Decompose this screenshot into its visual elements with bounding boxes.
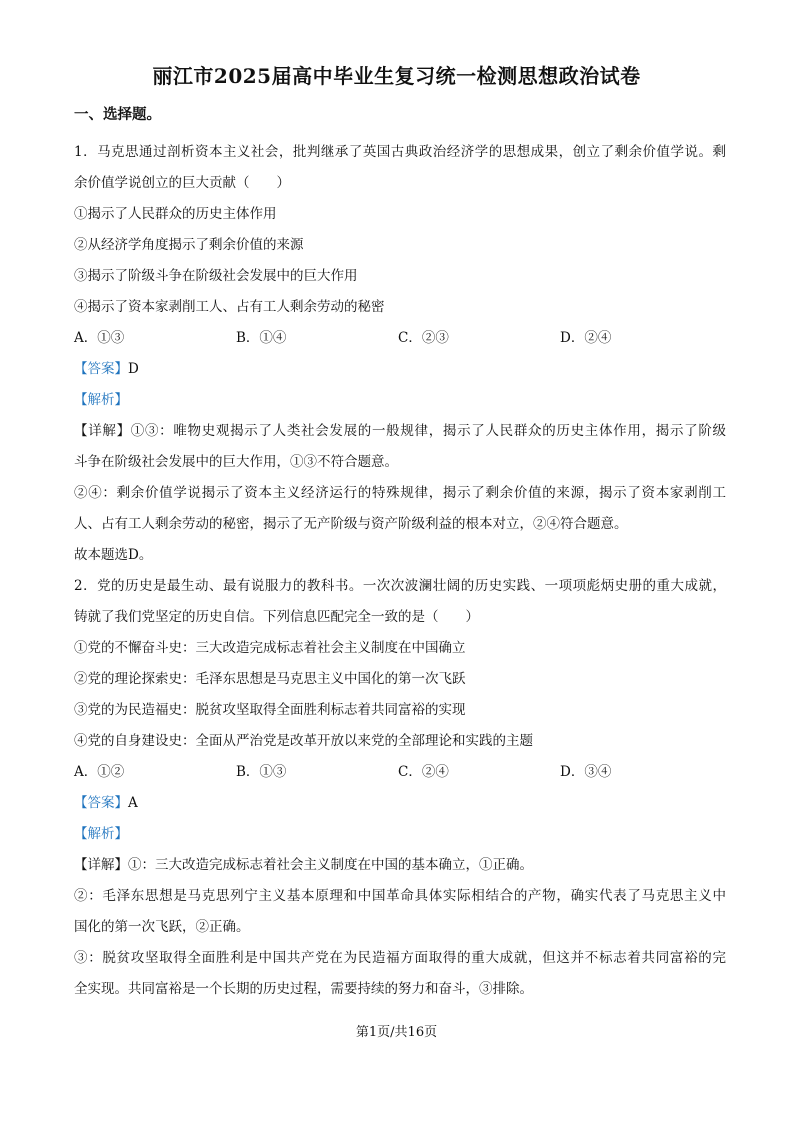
q2-option-d: D．③④ bbox=[560, 764, 612, 780]
q1-option-a: A．①③ bbox=[74, 330, 125, 346]
q1-answer bbox=[74, 354, 726, 385]
q2-detail-line1 bbox=[74, 850, 726, 881]
q1-detail-line4: 人、占有工人剩余劳动的秘密，揭示了无产阶级与资产阶级利益的根本对立，②④符合题意。 bbox=[74, 516, 628, 532]
q1-analysis-tag: 【解析】 bbox=[74, 392, 128, 408]
q1-detail-line3: ②④：剩余价值学说揭示了资本主义经济运行的特殊规律，揭示了剩余价值的来源，揭示了资本家剥削工 bbox=[74, 485, 726, 501]
q1-answer-value: D bbox=[128, 361, 139, 377]
q1-item-1: ①揭示了人民群众的历史主体作用 bbox=[74, 206, 277, 222]
q2-option-a: A．①② bbox=[74, 764, 125, 780]
q1-option-d: D．②④ bbox=[560, 330, 612, 346]
q1-option-c: C．②③ bbox=[398, 330, 449, 346]
q2-analysis-tag: 【解析】 bbox=[74, 826, 128, 842]
q2-detail-line2: ②：毛泽东思想是马克思列宁主义基本原理和中国革命具体实际相结合的产物，确实代表了马克思主义中 bbox=[74, 888, 726, 904]
q2-option-c: C．②④ bbox=[398, 764, 449, 780]
q2-options bbox=[74, 757, 726, 788]
q2-item-3: ③党的为民造福史：脱贫攻坚取得全面胜利标志着共同富裕的实现 bbox=[74, 702, 466, 718]
q2-answer-value: A bbox=[128, 795, 138, 811]
page-footer: 第1页/共16页 bbox=[355, 1025, 438, 1040]
q2-item-4: ④党的自身建设史：全面从严治党是改革开放以来党的全部理论和实践的主题 bbox=[74, 733, 533, 749]
q2-item-1: ①党的不懈奋斗史：三大改造完成标志着社会主义制度在中国确立 bbox=[74, 640, 466, 656]
q2-detail-text1: ①：三大改造完成标志着社会主义制度在中国的基本确立，①正确。 bbox=[128, 857, 533, 873]
q1-conclusion: 故本题选D。 bbox=[74, 547, 153, 563]
q2-analysis bbox=[74, 819, 726, 850]
q1-detail-text1: ①③：唯物史观揭示了人类社会发展的一般规律，揭示了人民群众的历史主体作用，揭示了阶级 bbox=[130, 423, 726, 439]
q1-options bbox=[74, 323, 726, 354]
q2-detail-line5: 全实现。共同富裕是一个长期的历史过程，需要持续的努力和奋斗，③排除。 bbox=[74, 981, 533, 997]
q1-item-2: ②从经济学角度揭示了剩余价值的来源 bbox=[74, 237, 304, 253]
q1-detail-tag: 【详解】 bbox=[74, 423, 131, 439]
q2-detail-line4: ③：脱贫攻坚取得全面胜利是中国共产党在为民造福方面取得的重大成就，但这并不标志着共同富裕的完 bbox=[74, 950, 726, 966]
q2-answer-tag: 【答案】 bbox=[74, 795, 128, 811]
q1-stem-line1: 1．马克思通过剖析资本主义社会，批判继承了英国古典政治经济学的思想成果，创立了剩余价值学说。剩 bbox=[74, 144, 726, 160]
q1-item-3: ③揭示了阶级斗争在阶级社会发展中的巨大作用 bbox=[74, 268, 358, 284]
q2-detail-tag: 【详解】 bbox=[74, 857, 128, 873]
q1-detail-line2: 斗争在阶级社会发展中的巨大作用，①③不符合题意。 bbox=[74, 454, 398, 470]
q2-detail-line3: 国化的第一次飞跃，②正确。 bbox=[74, 919, 250, 935]
exam-title: 丽江市2025届高中毕业生复习统一检测思想政治试卷 bbox=[152, 64, 641, 88]
q1-stem-line2: 余价值学说创立的巨大贡献（ ） bbox=[74, 175, 290, 191]
q2-option-b: B．①③ bbox=[236, 764, 287, 780]
q1-detail-line1 bbox=[74, 416, 726, 447]
q2-item-2: ②党的理论探索史：毛泽东思想是马克思主义中国化的第一次飞跃 bbox=[74, 671, 466, 687]
q1-answer-tag: 【答案】 bbox=[74, 361, 128, 377]
questions-content bbox=[74, 137, 726, 1005]
q1-item-4: ④揭示了资本家剥削工人、占有工人剩余劳动的秘密 bbox=[74, 299, 385, 315]
q2-stem-line1: 2．党的历史是最生动、最有说服力的教科书。一次次波澜壮阔的历史实践、一项项彪炳史册的重大成就， bbox=[74, 578, 726, 594]
q2-stem-line2: 铸就了我们党坚定的历史自信。下列信息匹配完全一致的是（ ） bbox=[74, 609, 479, 625]
q1-analysis bbox=[74, 385, 726, 416]
q1-option-b: B．①④ bbox=[236, 330, 287, 346]
section-heading: 一、选择题。 bbox=[74, 106, 161, 123]
q2-answer bbox=[74, 788, 726, 819]
